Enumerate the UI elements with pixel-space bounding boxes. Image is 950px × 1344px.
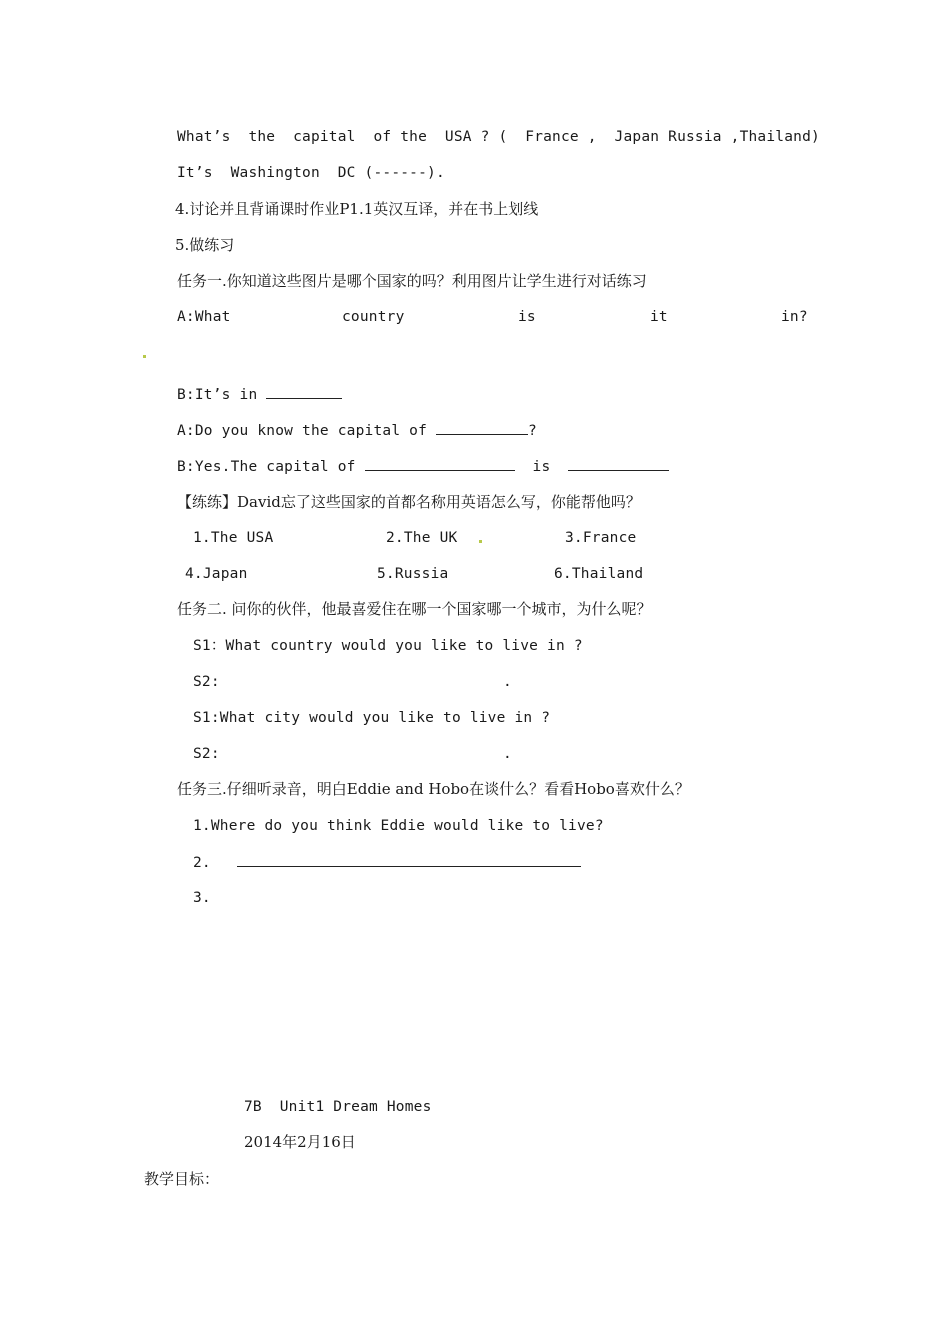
country-item-4: 4.Japan [185,566,248,582]
s1-country-question: S1：What country would you like to live in ? [193,638,583,654]
lesson-date: 2014年2月16日 [244,1133,356,1151]
task-3-heading: 任务三.仔细听录音，明白Eddie and Hobo在谈什么？看看Hobo喜欢什么？ [177,780,690,798]
dialog-a-what-word-2: country [342,309,405,325]
s2-answer-1-period: . [503,674,512,690]
dialog-a-what-word-3: is [518,309,536,325]
answer-blank-capital-of [436,420,528,435]
unit-title: 7B Unit1 Dream Homes [244,1099,432,1115]
question-1: 1.Where do you think Eddie would like to live? [193,818,604,834]
task-1-heading: 任务一.你知道这些图片是哪个国家的吗？利用图片让学生进行对话练习 [177,272,647,290]
task-2-heading: 任务二. 问你的伙伴，他最喜爱住在哪一个国家哪一个城市，为什么呢？ [177,600,652,618]
dialog-b-capital-is [177,456,669,477]
country-item-3: 3.France [565,530,637,546]
dialog-b-its-in [177,384,342,405]
country-item-2: 2.The UK [386,530,458,546]
question-3: 3. [193,890,211,906]
question-2-number: 2. [193,855,211,871]
teaching-goals-heading: 教学目标： [144,1170,220,1188]
green-dot-marker-2 [479,540,482,543]
country-item-5: 5.Russia [377,566,449,582]
text-capital-question: What’s the capital of the USA ? ( France , Japan Russia ,Thailand) [177,129,820,145]
question-2 [193,852,581,873]
text-washington-answer: It’s Washington DC (------). [177,165,445,181]
s2-answer-2-label: S2: [193,746,220,762]
dialog-a-what-word-4: it [650,309,668,325]
word-is: is [532,459,551,475]
country-item-6: 6.Thailand [554,566,644,582]
dialog-a-capital [177,420,537,441]
s2-answer-1-label: S2: [193,674,220,690]
answer-blank-capital [568,456,669,471]
s1-city-question: S1:What city would you like to live in ? [193,710,551,726]
answer-blank-question-2 [237,852,581,867]
question-mark: ? [527,423,537,439]
practice-heading: 【练练】David忘了这些国家的首都名称用英语怎么写，你能帮他吗？ [177,493,641,511]
country-item-1: 1.The USA [193,530,274,546]
step-5: 5.做练习 [175,236,235,254]
dialog-b-its-in-label: B:It’s in [177,387,267,403]
dialog-a-capital-label: A:Do you know the capital of [177,423,436,439]
green-dot-marker [143,355,146,358]
answer-blank-country [266,384,342,399]
dialog-a-what-word-1: A:What [177,309,231,325]
s2-answer-2-period: . [503,746,512,762]
step-4: 4.讨论并且背诵课时作业P1.1英汉互译，并在书上划线 [175,200,539,218]
dialog-a-what-word-5: in? [781,309,808,325]
answer-blank-country-2 [365,456,515,471]
dialog-b-capital-label: B:Yes.The capital of [177,459,365,475]
